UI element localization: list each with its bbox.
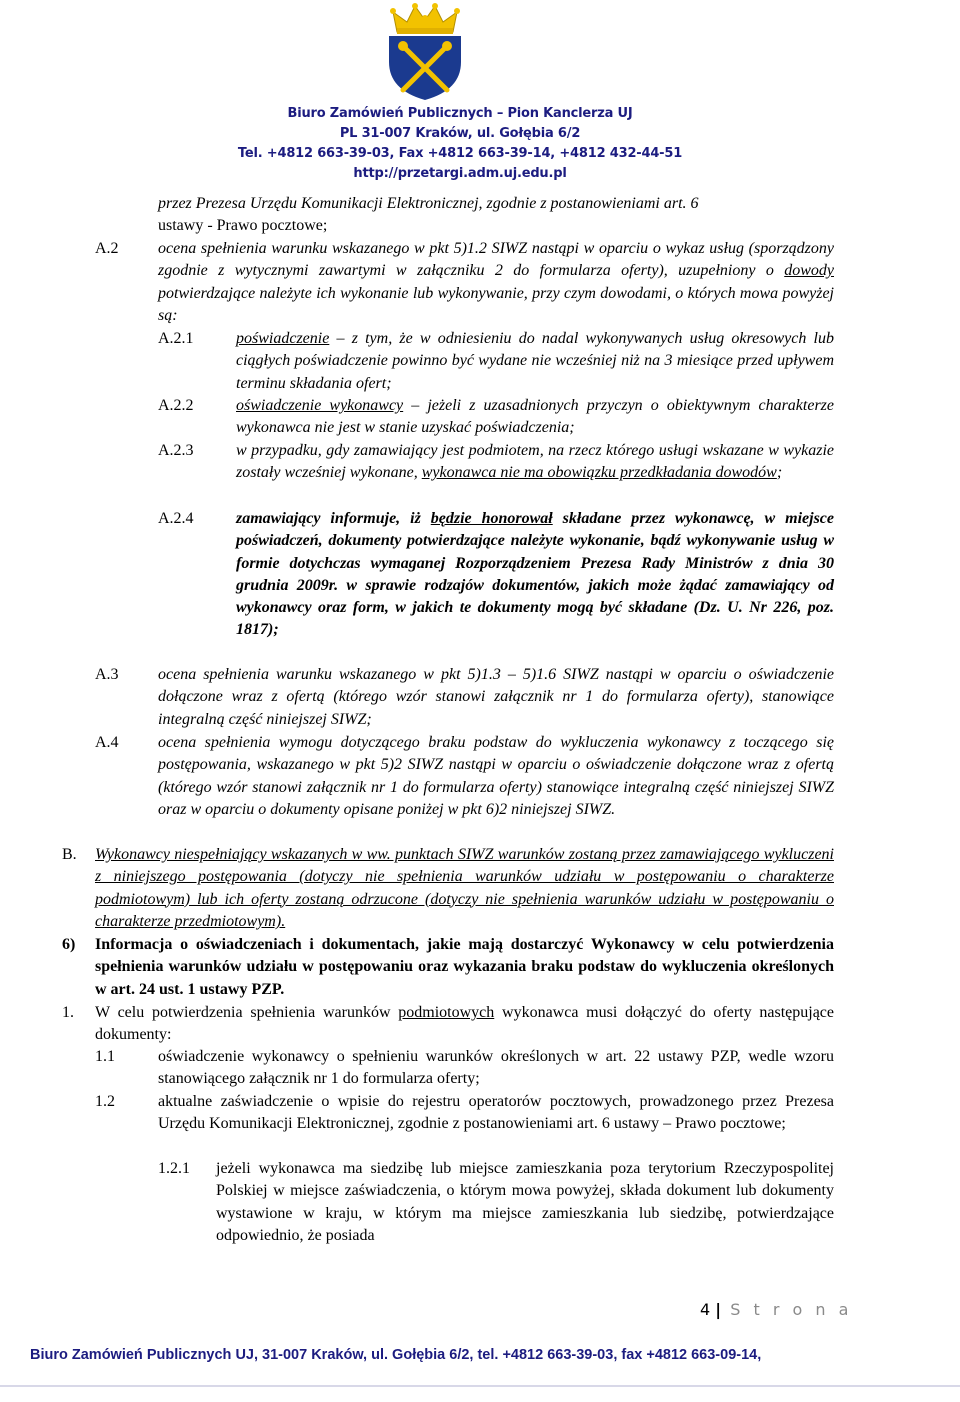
letterhead-office: Biuro Zamówień Publicznych – Pion Kanclerza UJ <box>287 106 633 121</box>
item-b-label: B. <box>62 846 77 863</box>
point-1-1-text: oświadczenie wykonawcy o spełnieniu warunków określonych w art. 22 ustawy PZP, wedle wzoru stanowiącego załącznik nr 1 do formularza oferty; <box>158 1048 834 1088</box>
item-a24-text-2: składane przez wykonawcę, w miejsce poświadczeń, dokumenty potwierdzające należyte wykonanie, bądź wykonywanie usług w formie dotychczas wymaganej Rozporządzeniem Prezesa Rady Ministrów z dnia 30 grudnia 2009r. w sprawie rodzajów dokumentów, jakich może żądać zamawiający od wykonawcy oraz form, w jakich te dokumenty mogą być składane (Dz. U. Nr 226, poz. 1817); <box>236 510 834 639</box>
item-a21-rest: – z tym, że w odniesieniu do nadal wykonywanych usług okresowych lub ciągłych poświadczenie powinno być wydane nie wcześniej niż na 3 miesiące przed upływem terminu składania ofert; <box>236 330 834 392</box>
uj-crown-sceptres-shield-icon <box>383 2 467 102</box>
continuation-line-2: ustawy - Prawo pocztowe; <box>158 217 328 235</box>
letterhead-address: PL 31-007 Kraków, ul. Gołębia 6/2 <box>339 126 581 141</box>
point-1-1-label: 1.1 <box>95 1048 115 1065</box>
item-a2-dowody: dowody <box>784 262 834 280</box>
item-a24-underlined: będzie honorował <box>430 510 553 527</box>
point-1-text-2: wykonawca musi dołączyć do oferty następujące dokumenty: <box>95 1004 834 1044</box>
letterhead-phones: Tel. +4812 663-39-03, Fax +4812 663-39-14, +4812 432-44-51 <box>237 146 683 161</box>
point-1-2-label: 1.2 <box>95 1093 115 1110</box>
item-a22-term: oświadczenie wykonawcy <box>236 397 404 414</box>
item-a23-text-2: ; <box>776 464 783 482</box>
point-1-text-1: W celu potwierdzenia spełnienia warunków <box>95 1004 399 1021</box>
item-a24-text-1: zamawiający informuje, iż <box>236 510 431 527</box>
item-a4-text: ocena spełnienia wymogu dotyczącego braku podstaw do wykluczenia wykonawcy z toczącego się postępowania, wskazanego w pkt 5)2 SIWZ nastąpi w oparciu o oświadczenie dołączone wraz z ofertą (którego wzór stanowi załącznik nr 1 do formularza oferty) stanowiące integralną część niniejszej SIWZ oraz w oparciu o dokumenty opisane poniżej w pkt 6)2 niniejszej SIWZ. <box>158 734 834 818</box>
page-number-word: S t r o n a <box>730 1300 853 1319</box>
page-number-separator: | <box>715 1300 722 1319</box>
item-a23-underlined: wykonawca nie ma obowiązku przedkładania dowodów <box>421 464 777 482</box>
item-a22-text <box>236 395 834 440</box>
continuation-text <box>158 193 834 238</box>
item-a3-text: ocena spełnienia warunku wskazanego w pkt 5)1.3 – 5)1.6 SIWZ nastąpi w oparciu o oświadczenie dołączone wraz z ofertą (którego wzór stanowi załącznik nr 1 do formularza oferty), stanowiące integralną część niniejszej SIWZ; <box>158 666 834 728</box>
item-b-text: Wykonawcy niespełniający wskazanych w ww. punktach SIWZ warunków zostaną przez zamawiającego wykluczeni z niniejszego postępowania (dotyczy nie spełnienia warunków udziału w postępowaniu o charakterze podmiotowym) lub ich oferty zostaną odrzucone (dotyczy nie spełnienia warunków udziału w postępowaniu o charakterze przedmiotowym). <box>95 846 834 930</box>
item-a22-rest: – jeżeli z uzasadnionych przyczyn o obiektywnym charakterze wykonawca nie jest w stanie uzyskać poświadczenia; <box>236 397 834 437</box>
point-1-2-1-text: jeżeli wykonawca ma siedzibę lub miejsce zamieszkania poza terytorium Rzeczypospolitej Polskiej w miejsce zaświadczenia, o którym mowa powyżej, składa dokument lub dokumenty wystawione w kraju, w którym ma miejsce zamieszkania lub siedzibę, potwierdzające odpowiednio, że posiada <box>216 1160 834 1244</box>
item-a2-text-2: potwierdzające należyte ich wykonanie lub wykonywanie, przy czym dowodami, o których mowa powyżej są: <box>158 284 834 324</box>
item-a2-text-1: ocena spełnienia warunku wskazanego w pkt 5)1.2 SIWZ nastąpi w oparciu o wykaz usług (sporządzony zgodnie z wytycznymi zawartymi w załączniku 2 do formularza oferty), uzupełniony o <box>158 240 834 280</box>
point-1-underlined: podmiotowych <box>398 1004 495 1021</box>
item-a2-text <box>158 238 834 327</box>
section-6-heading: Informacja o oświadczeniach i dokumentach, jakie mają dostarczyć Wykonawcy w celu potwierdzenia spełnienia warunków udziału w postępowaniu oraz wykazania braku podstaw do wykluczenia określonych w art. 24 ust. 1 ustawy PZP. <box>95 936 834 998</box>
letterhead <box>0 0 960 190</box>
item-a23-text-1: w przypadku, gdy zamawiający jest podmiotem, na rzecz którego usługi wskazane w wykazie zostały wcześniej wykonane, <box>236 442 834 482</box>
item-a24-text <box>236 508 834 642</box>
item-a4-label: A.4 <box>95 734 119 751</box>
item-a24-label: A.2.4 <box>158 510 194 527</box>
item-a23-label: A.2.3 <box>158 442 194 459</box>
item-a21-text <box>236 328 834 395</box>
point-1-2-1-label: 1.2.1 <box>158 1160 190 1177</box>
item-a3-label: A.3 <box>95 666 119 683</box>
letterhead-url: http://przetargi.adm.uj.edu.pl <box>353 166 567 181</box>
item-a22-label: A.2.2 <box>158 397 194 414</box>
section-6-number: 6) <box>62 936 76 953</box>
footer-divider <box>0 1385 960 1387</box>
item-a2-label: A.2 <box>95 240 119 257</box>
point-1-text <box>95 1002 834 1047</box>
page-footer: Biuro Zamówień Publicznych UJ, 31-007 Kraków, ul. Gołębia 6/2, tel. +4812 663-39-03, fax +4812 663-09-14, <box>30 1347 762 1363</box>
item-a23-text <box>236 440 834 485</box>
continuation-line-1: przez Prezesa Urzędu Komunikacji Elektronicznej, zgodnie z postanowieniami art. 6 <box>158 195 699 212</box>
point-1-label: 1. <box>62 1004 74 1021</box>
point-1-2-text: aktualne zaświadczenie o wpisie do rejestru operatorów pocztowych, prowadzonego przez Prezesa Urzędu Komunikacji Elektronicznej, zgodnie z postanowieniami art. 6 ustawy – Prawo pocztowe; <box>158 1093 834 1133</box>
item-a21-term: poświadczenie <box>236 330 330 347</box>
page-number-value: 4 <box>700 1300 711 1319</box>
page-number <box>700 1300 900 1319</box>
item-a21-label: A.2.1 <box>158 330 194 347</box>
